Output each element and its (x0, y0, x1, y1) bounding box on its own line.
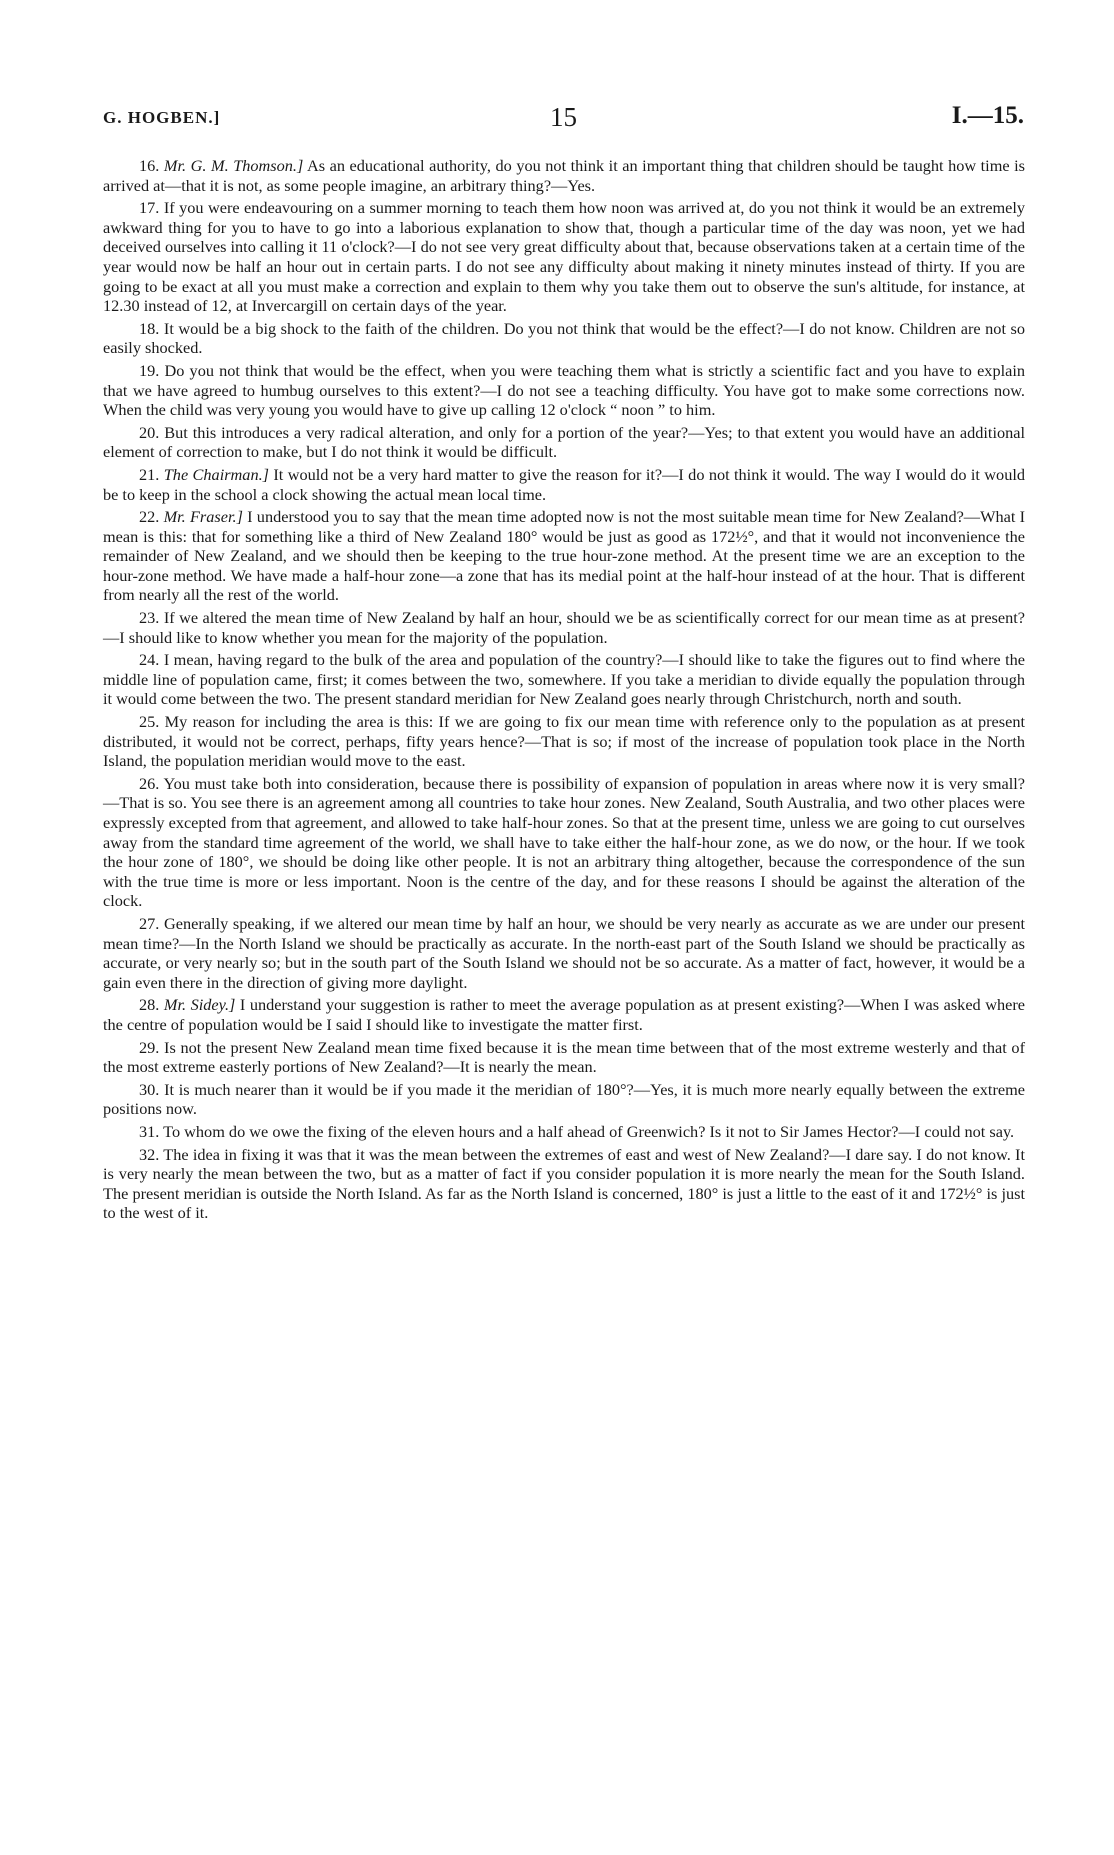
question-number: 22. (139, 507, 160, 527)
paragraph-text: Is not the present New Zealand mean time fixed because it is the mean time between that of the most extreme westerly and that of the most extreme easterly portions of New Zealand?—It is nearly the mean. (103, 1037, 1025, 1077)
question-number: 17. (139, 198, 160, 218)
question-number: 27. (139, 913, 160, 933)
witness-name: G. HOGBEN.] (103, 108, 221, 127)
question-paragraph (103, 914, 1025, 992)
question-number: 18. (139, 318, 160, 338)
question-number: 16. (139, 156, 160, 175)
question-number: 28. (139, 995, 160, 1015)
page-number: 15 (550, 102, 577, 132)
question-paragraph (103, 774, 1025, 911)
question-number: 19. (139, 360, 160, 380)
paragraph-text: The idea in fixing it was that it was the mean between the extremes of east and west of New Zealand?—I dare say. I do not know. It is very nearly the mean between the two, but as a matter of fact if you consider population it is more nearly the mean for the South Island. The present meridian is outside the North Island. As far as the North Island is concerned, 180° is just a little to the east of it and 172½° is just to the west of it. (103, 1144, 1025, 1223)
question-paragraph (103, 319, 1025, 358)
paragraph-text: My reason for including the area is this: If we are going to fix our mean time with reference only to the population as at present distributed, it would not be correct, perhaps, fifty years hence?—That is so; if most of the increase of population took place in the North Island, the population meridian would move to the east. (103, 712, 1026, 771)
question-number: 30. (139, 1079, 160, 1099)
paragraph-text: You must take both into consideration, because there is possibility of expansion of population in areas where now it is very small?—That is so. You see there is an agreement among all countries to take hour zones. New Zealand, South Australia, and two other places were expressly excepted from that agreement, and allowed to take half-hour zones. So that at the present time, unless we are going to cut ourselves away from the standard time agreement of the world, we shall have to take either the half-hour zone, as we do now, or the hour. If we took the hour zone of 180°, we should be doing like other people. It is not an arbitrary thing altogether, because the correspondence of the sun with the true time is more or less important. Noon is the centre of the day, and for these reasons I should be against the alteration of the clock. (103, 773, 1025, 911)
testimony-text (103, 156, 1025, 1226)
paragraph-text: It would be a big shock to the faith of the children. Do you not think that would be the effect?—I do not know. Children are not so easily shocked. (103, 318, 1025, 358)
speaker-name: Mr. Sidey.] (163, 995, 236, 1015)
paragraph-text: Do you not think that would be the effect, when you were teaching them what is strictly a scientific fact and you have to explain that we have agreed to humbug ourselves to this extent?—I do not see a teaching difficulty. You have got to make some corrections now. When the child was very young you would have to give up calling 12 o'clock “ noon ” to him. (103, 360, 1025, 420)
question-paragraph (103, 1145, 1025, 1223)
paragraph-text: It would not be a very hard matter to give the reason for it?—I do not think it would. The way I would do it would be to keep in the school a clock showing the actual mean local time. (103, 464, 1025, 504)
paragraph-text: If we altered the mean time of New Zealand by half an hour, should we be as scientifically correct for our mean time as at present?—I should like to know whether you mean for the majority of the population. (103, 608, 1025, 647)
question-number: 31. (139, 1121, 160, 1141)
question-paragraph (103, 507, 1025, 605)
speaker-name: Mr. G. M. Thomson.] (163, 156, 304, 175)
question-number: 23. (139, 608, 160, 628)
question-paragraph (103, 995, 1025, 1034)
question-number: 21. (139, 464, 160, 484)
paragraph-text: But this introduces a very radical alteration, and only for a portion of the year?—Yes; to that extent you would have an additional element of correction to make, but I do not think it would be difficult. (103, 422, 1025, 462)
speaker-name: The Chairman.] (163, 464, 269, 484)
paragraph-text: It is much nearer than it would be if you made it the meridian of 180°?—Yes, it is much more nearly equally between the extreme positions now. (103, 1079, 1025, 1119)
question-number: 26. (139, 773, 160, 793)
question-paragraph (103, 1038, 1025, 1077)
paragraph-text: If you were endeavouring on a summer morning to teach them how noon was arrived at, do you not think it would be an extremely awkward thing for you to have to go into a laborious explanation to show that, though a particular time of the day was noon, yet we had deceived ourselves into calling it 11 o'clock?—I do not see very great difficulty about that, because observations taken at a certain time of the year would now be half an hour out in certain parts. I do not see any difficulty about making it ninety minutes instead of thirty. If you are going to be exact at all you must make a correction and explain to them why you take them out to observe the sun's altitude, for instance, at 12.30 instead of 12, at Invercargill on certain days of the year. (103, 198, 1025, 316)
question-paragraph (103, 608, 1025, 647)
paragraph-text: I mean, having regard to the bulk of the area and population of the country?—I should like to take the figures out to find where the middle line of population came, first; it comes between the two, somewhere. If you take a meridian to divide equally the population through it would come between the two. The present standard meridian for New Zealand goes nearly through Christchurch, north and south. (103, 650, 1025, 709)
question-paragraph (103, 1080, 1025, 1119)
page-header (103, 102, 1024, 142)
paper-reference: I.—15. (951, 102, 1024, 129)
paragraph-text: Generally speaking, if we altered our mean time by half an hour, we should be very nearly as accurate as we are under our present mean time?—In the North Island we should be practically as accurate. In the north-east part of the South Island we should be practically as accurate, or very nearly so; but in the south part of the South Island we should not be so accurate. As a matter of fact, however, it would be a gain even there in the direction of giving more daylight. (103, 913, 1025, 992)
paragraph-text: I understand your suggestion is rather to meet the average population as at present existing?—When I was asked where the centre of population would be I said I should like to investigate the matter first. (103, 995, 1025, 1034)
question-paragraph (103, 198, 1025, 316)
question-number: 29. (139, 1037, 160, 1057)
question-paragraph (103, 156, 1025, 195)
question-paragraph (103, 1122, 1025, 1142)
question-paragraph (103, 423, 1025, 462)
paragraph-text: To whom do we owe the fixing of the eleven hours and a half ahead of Greenwich? Is it not to Sir James Hector?—I could not say. (163, 1121, 1015, 1141)
paragraph-text: As an educational authority, do you not think it an important thing that children should be taught how time is arrived at—that it is not, as some people imagine, an arbitrary thing?—Yes. (103, 156, 1026, 195)
question-paragraph (103, 650, 1025, 709)
question-number: 32. (139, 1144, 160, 1164)
question-number: 20. (139, 422, 160, 442)
question-number: 25. (139, 712, 160, 732)
paragraph-text: I understood you to say that the mean time adopted now is not the most suitable mean time for New Zealand?—What I mean is this: that for something like a third of New Zealand 180° would be just as good as 172½°, and that it would not inconvenience the remainder of New Zealand, and we should then be keeping to the true hour-zone method. At the present time we are an exception to the hour-zone method. We have made a half-hour zone—a zone that has its medial point at the half-hour instead of at the hour. That is different from nearly all the rest of the world. (103, 507, 1025, 605)
question-number: 24. (139, 650, 160, 670)
question-paragraph (103, 465, 1025, 504)
question-paragraph (103, 712, 1025, 771)
speaker-name: Mr. Fraser.] (163, 507, 243, 527)
question-paragraph (103, 361, 1025, 420)
